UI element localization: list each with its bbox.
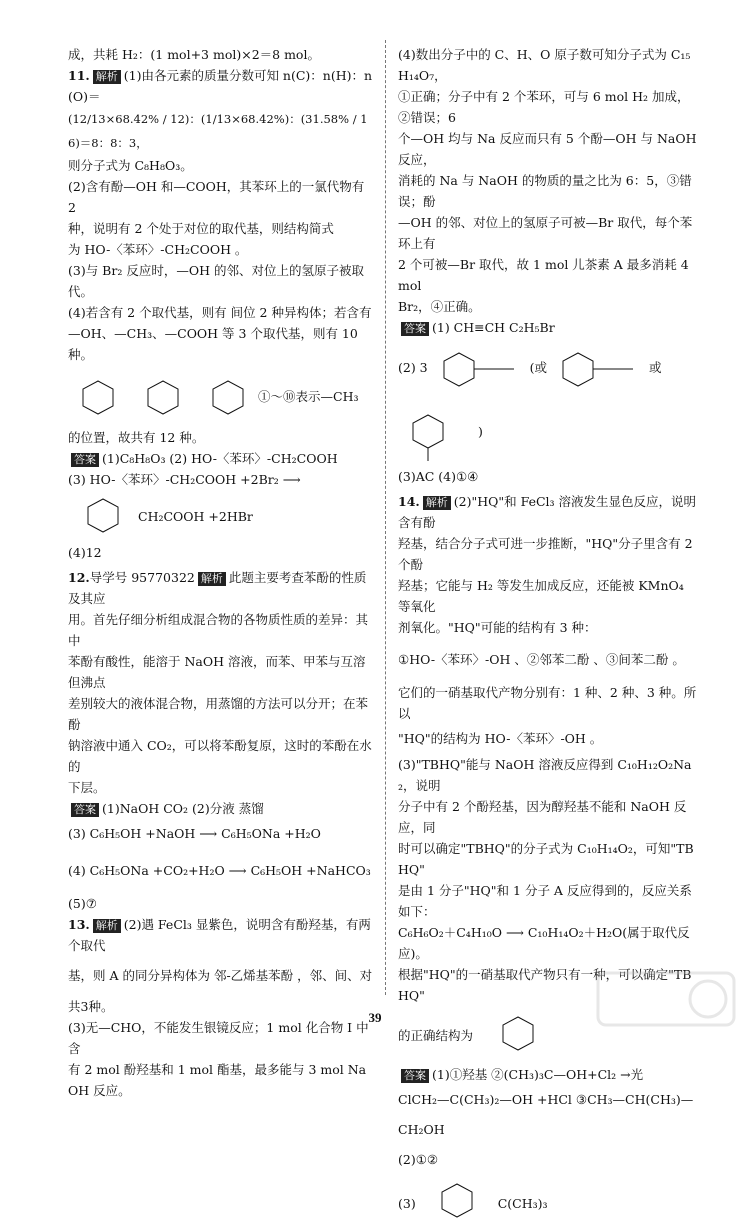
text-line: C₆H₆O₂＋C₄H₁₀O ⟶ C₁₀H₁₄O₂＋H₂O(属于取代反应)。 bbox=[398, 925, 690, 961]
text-line: 基，则 A 的同分异构体为 邻-乙烯基苯酚 ，邻、间、对 bbox=[68, 968, 373, 983]
text-line: (2)遇 FeCl₃ 显紫色，说明含有酚羟基，有两个取代 bbox=[68, 917, 371, 953]
text-line: ①正确；分子中有 2 个苯环，可与 6 mol H₂ 加成，②错误；6 bbox=[398, 89, 690, 125]
text-line: 分子中有 2 个酚羟基，因为醇羟基不能和 NaOH 反应，同 bbox=[398, 799, 687, 835]
benzene-ring-icon bbox=[553, 339, 643, 395]
text-line: 差别较大的液体混合物，用蒸馏的方法可以分开；在苯酚 bbox=[68, 696, 369, 732]
text-line: 2 个可被—Br 取代，故 1 mol 儿茶素 A 最多消耗 4 mol bbox=[398, 257, 689, 293]
text-line: (1)①羟基 ②(CH₃)₃C—OH+Cl₂ →光 bbox=[432, 1067, 644, 1082]
question-12 bbox=[68, 567, 374, 609]
text-line: 羟基；它能与 H₂ 等发生加成反应，还能被 KMnO₄ 等氧化 bbox=[398, 578, 684, 614]
tribromo-product bbox=[68, 490, 374, 542]
text-line: (5)⑦ bbox=[68, 896, 97, 911]
text-line: 消耗的 Na 与 NaOH 的物质的量之比为 6：5，③错误；酚 bbox=[398, 173, 692, 209]
question-number: 12. bbox=[68, 570, 90, 585]
text-line: (2) 3 bbox=[398, 359, 428, 375]
text-line: 羟基，结合分子式可进一步推断，"HQ"分子里含有 2 个酚 bbox=[398, 536, 693, 572]
text-line: 种，说明有 2 个处于对位的取代基，则结构简式 bbox=[68, 221, 334, 236]
benzene-ring-icon bbox=[398, 397, 478, 465]
right-column bbox=[398, 44, 698, 1231]
daan-tag: 答案 bbox=[71, 803, 99, 817]
text-line: (3)无—CHO，不能发生银镜反应；1 mol 化合物 Ⅰ 中含 bbox=[68, 1020, 369, 1056]
text-line: "HQ"的结构为 HO-〈苯环〉-OH 。 bbox=[398, 731, 603, 746]
text-line: (4) C₆H₅ONa +CO₂+H₂O ⟶ C₆H₅OH +NaHCO₃ bbox=[68, 863, 371, 878]
benzene-ring-icon bbox=[434, 339, 524, 395]
jiexi-tag: 解析 bbox=[198, 572, 226, 586]
tbhq-answer bbox=[398, 1175, 698, 1231]
text-line: (3) C₆H₅OH +NaOH ⟶ C₆H₅ONa +H₂O bbox=[68, 826, 321, 841]
question-number: 14. bbox=[398, 494, 420, 509]
text-line: (或 bbox=[529, 360, 548, 375]
benzene-structure-figure bbox=[68, 366, 258, 426]
para-vinylphenol bbox=[398, 396, 698, 466]
question-number: 13. bbox=[68, 917, 90, 932]
question-13 bbox=[68, 914, 374, 956]
text-line: 剂氧化。"HQ"可能的结构有 3 种： bbox=[398, 620, 597, 635]
text-line: (3) bbox=[398, 1195, 416, 1211]
text-line: (1)C₈H₈O₃ (2) HO-〈苯环〉-CH₂COOH bbox=[102, 451, 338, 466]
text-line: (2)"HQ"和 FeCl₃ 溶液发生显色反应，说明含有酚 bbox=[398, 494, 697, 530]
left-column bbox=[68, 44, 374, 1101]
text-line: C(CH₃)₃ bbox=[497, 1195, 548, 1211]
text-line: 共3种。 bbox=[68, 999, 114, 1014]
text-line: (3)AC (4)①④ bbox=[398, 469, 479, 484]
question-number: 11. bbox=[68, 68, 90, 83]
text-line: 下层。 bbox=[68, 780, 106, 795]
text-line: CH₂COOH +2HBr bbox=[138, 508, 253, 524]
text-line: (2)①② bbox=[398, 1152, 439, 1167]
answer-14 bbox=[398, 1064, 698, 1085]
text-line: (4)若含有 2 个取代基，则有 间位 2 种异构体；若含有 bbox=[68, 305, 372, 320]
daan-tag: 答案 bbox=[401, 1069, 429, 1083]
text-line: 根据"HQ"的一硝基取代产物只有一种，可以确定"TBHQ" bbox=[398, 967, 692, 1003]
text-line: Br₂，④正确。 bbox=[398, 299, 481, 314]
text-line: 个—OH 均与 Na 反应而只有 5 个酚—OH 与 NaOH 反应， bbox=[398, 131, 697, 167]
text-line: 导学号 95770322 bbox=[89, 570, 195, 585]
text-line: 为 HO-〈苯环〉-CH₂COOH 。 bbox=[68, 242, 248, 257]
jiexi-tag: 解析 bbox=[423, 496, 451, 510]
text-line: 是由 1 分子"HQ"和 1 分子 A 反应得到的，反应关系如下： bbox=[398, 883, 692, 919]
text-line: (3)"TBHQ"能与 NaOH 溶液反应得到 C₁₀H₁₂O₂Na₂，说明 bbox=[398, 757, 692, 793]
daan-tag: 答案 bbox=[401, 322, 429, 336]
text-line: 钠溶液中通入 CO₂，可以将苯酚复原，这时的苯酚在水的 bbox=[68, 738, 372, 774]
benzene-ring-icon bbox=[422, 1176, 492, 1230]
question-14 bbox=[398, 491, 698, 533]
isomer-structures bbox=[68, 365, 374, 427]
text-line: (4)数出分子中的 C、H、O 原子数可知分子式为 C₁₅H₁₄O₇， bbox=[398, 47, 691, 83]
watermark-logo-icon bbox=[596, 971, 736, 1027]
answer-11 bbox=[68, 448, 374, 469]
text-line: 它们的一硝基取代产物分别有：1 种、2 种、3 种。所以 bbox=[398, 685, 697, 721]
benzene-ring-icon bbox=[68, 491, 138, 541]
text-line: ) bbox=[478, 423, 483, 439]
text-line: —OH、—CH₃、—COOH 等 3 个取代基，则有 10 种。 bbox=[68, 326, 358, 362]
vinylphenol-isomers bbox=[398, 338, 698, 396]
text-line: 时可以确定"TBHQ"的分子式为 C₁₀H₁₄O₂，可知"TBHQ" bbox=[398, 841, 694, 877]
text-line: (3) HO-〈苯环〉-CH₂COOH +2Br₂ ⟶ bbox=[68, 472, 301, 487]
column-divider bbox=[385, 40, 386, 995]
text-line: ①HO-〈苯环〉-OH 、②邻苯二酚 、③间苯二酚 。 bbox=[398, 652, 685, 667]
text-line: 的正确结构为 bbox=[398, 1028, 474, 1043]
daan-tag: 答案 bbox=[71, 453, 99, 467]
text-line: (1)NaOH CO₂ (2)分液 蒸馏 bbox=[102, 801, 264, 816]
answer-13 bbox=[398, 317, 698, 338]
text-line: —OH 的邻、对位上的氢原子可被—Br 取代，每个苯环上有 bbox=[398, 215, 693, 251]
text-line: (1)由各元素的质量分数可知 n(C)：n(H)：n(O)＝ bbox=[68, 68, 373, 104]
jiexi-tag: 解析 bbox=[93, 70, 121, 84]
text-line: (1) CH≡CH C₂H₅Br bbox=[432, 320, 555, 335]
text-line: 用。首先仔细分析组成混合物的各物质性质的差异：其中 bbox=[68, 612, 369, 648]
question-11 bbox=[68, 65, 374, 107]
text-line: 或 bbox=[649, 360, 662, 375]
text-line: 苯酚有酸性，能溶于 NaOH 溶液，而苯、甲苯与互溶但沸点 bbox=[68, 654, 366, 690]
text-line: (4)12 bbox=[68, 545, 102, 560]
jiexi-tag: 解析 bbox=[93, 919, 121, 933]
answer-12 bbox=[68, 798, 374, 819]
text-line: (2)含有酚—OH 和—COOH，其苯环上的一氯代物有 2 bbox=[68, 179, 365, 215]
text-line: 有 2 mol 酚羟基和 1 mol 酯基，最多能与 3 mol NaOH 反应。 bbox=[68, 1062, 367, 1098]
text-line: 成，共耗 H₂：(1 mol+3 mol)×2＝8 mol。 bbox=[68, 47, 320, 62]
page-number: 39 bbox=[368, 1010, 382, 1025]
text-line: ClCH₂—C(CH₃)₂—OH +HCl ③CH₃—CH(CH₃)—CH₂OH bbox=[398, 1092, 694, 1137]
text-line: 则分子式为 C₈H₈O₃。 bbox=[68, 158, 193, 173]
text-line: (3)与 Br₂ 反应时，—OH 的邻、对位上的氢原子被取代。 bbox=[68, 263, 364, 299]
text-line: ①～⑩表示—CH₃ bbox=[258, 389, 359, 404]
text-line: 的位置，故共有 12 种。 bbox=[68, 430, 205, 445]
fraction-line: (12/13×68.42% / 12)：(1/13×68.42%)：(31.58% / 16)＝8：8：3， bbox=[68, 112, 368, 150]
text-line: 此题主要考查苯酚的性质及其应 bbox=[68, 570, 367, 606]
